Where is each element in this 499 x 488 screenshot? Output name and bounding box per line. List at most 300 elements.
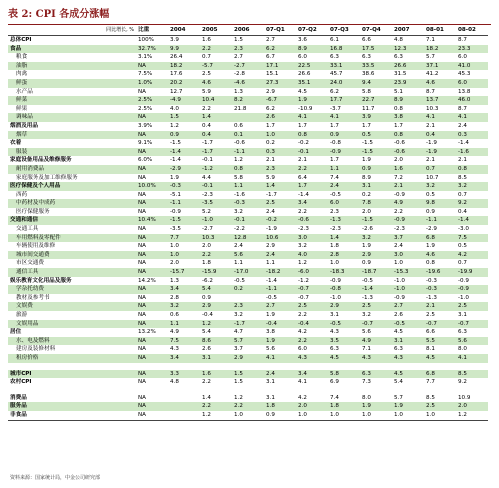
table-cell: 3.9% [138, 122, 153, 129]
table-cell: 2.0 [202, 243, 211, 250]
table-cell: -1.4 [266, 277, 277, 284]
table-cell: 2.6 [202, 346, 211, 353]
table-cell: 7.5% [138, 71, 153, 78]
table-cell: 2.9 [200, 302, 232, 311]
row-label: 鲜菜 [8, 96, 136, 105]
table-cell: 0.4 [424, 131, 456, 140]
table-cell: -0.9 [458, 277, 469, 284]
table-cell: 1.5 [234, 379, 243, 386]
table-cell: 3.9 [360, 113, 392, 122]
row-label: 非食品 [8, 411, 136, 420]
table-cell: 4.6 [424, 251, 456, 260]
row-label: 交通和通信 [8, 216, 136, 225]
table-cell: 2.4 [394, 243, 403, 250]
table-cell [392, 387, 424, 394]
table-cell: 1.0 [232, 411, 264, 420]
column-header: 2004 [168, 26, 200, 36]
table-cell: 5.5 [424, 337, 456, 346]
table-cell: 8.7 [426, 88, 435, 95]
table-cell: NA [136, 411, 168, 420]
table-cell: -1.4 [298, 191, 309, 198]
table-cell: 0.6 [234, 122, 243, 129]
table-row [8, 62, 488, 71]
table-cell: 8.6 [200, 337, 232, 346]
table-cell: -2.7 [202, 226, 213, 233]
table-cell: 10.6 [264, 234, 296, 243]
table-cell [360, 363, 392, 370]
table-cell: 1.8 [202, 260, 211, 267]
table-cell: -0.9 [394, 294, 405, 301]
table-cell: -2.6 [362, 226, 373, 233]
table-cell [232, 113, 264, 122]
table-cell: 0.9 [328, 131, 360, 140]
column-header: 2007 [392, 26, 424, 36]
table-cell: NA [136, 148, 168, 157]
table-cell: 7.4 [330, 174, 339, 181]
row-label [8, 387, 136, 394]
table-cell: 1.7 [266, 122, 275, 129]
table-cell: 2.2 [202, 379, 211, 386]
table-cell: 2.3 [330, 208, 339, 215]
table-cell: 6.0 [328, 199, 360, 208]
table-cell: NA [136, 370, 168, 379]
table-cell: 0.9 [362, 260, 371, 267]
table-cell: NA [138, 346, 147, 353]
table-row [8, 394, 488, 403]
table-cell: -3.5 [170, 226, 181, 233]
table-row [8, 139, 488, 148]
table-cell: -1.1 [232, 148, 264, 157]
row-label: 消费品 [10, 394, 27, 401]
table-cell [296, 363, 328, 370]
table-cell: NA [138, 208, 147, 215]
table-cell: 1.4 [328, 234, 360, 243]
table-cell: -1.6 [234, 191, 245, 198]
table-cell: 35.1 [296, 79, 328, 88]
row-label: 文娱用品 [8, 320, 136, 329]
table-cell: 3.2 [362, 312, 371, 318]
table-cell: 3.2 [424, 182, 456, 191]
table-cell: 46.0 [456, 96, 488, 105]
table-row [8, 251, 488, 260]
table-cell: NA [136, 354, 168, 363]
table-cell: 2.9 [360, 251, 392, 260]
table-cell: 16.8 [328, 45, 360, 54]
table-cell: -0.1 [296, 148, 328, 157]
table-row [8, 320, 488, 329]
table-cell [136, 387, 168, 394]
row-label: 油脂 [8, 62, 136, 71]
table-cell: 0.5 [360, 131, 392, 140]
table-cell: -0.3 [232, 199, 264, 208]
row-label: 调味品 [8, 113, 136, 122]
table-cell: -0.1 [200, 182, 232, 191]
table-cell: 4.1 [296, 113, 328, 122]
table-cell: 1.3 [234, 88, 243, 95]
table-cell: -2.3 [394, 226, 405, 233]
table-cell: -0.5 [362, 277, 373, 284]
row-label: 文娱费 [8, 302, 136, 311]
table-cell: 2.3 [264, 165, 296, 174]
table-body [8, 36, 488, 421]
table-cell: 4.4 [202, 174, 211, 181]
table-cell: 5.7 [394, 394, 403, 401]
table-cell: 1.3 [170, 277, 179, 284]
table-cell: 4.3 [330, 329, 339, 336]
table-cell: -1.3 [328, 216, 360, 225]
table-cell: 3.2 [234, 312, 243, 318]
table-cell: 4.8 [170, 379, 179, 386]
table-cell: 2.1 [392, 182, 424, 191]
table-cell: 5.4 [394, 379, 403, 386]
table-cell: 1.7 [298, 122, 307, 129]
table-cell: 5.1 [394, 88, 403, 95]
table-cell: 0.7 [458, 191, 467, 198]
cpi-components-table [8, 26, 488, 421]
table-cell: 45.3 [458, 71, 471, 78]
table-cell: 2.2 [200, 402, 232, 411]
table-cell: -1.5 [360, 148, 392, 157]
table-cell: -0.6 [394, 140, 405, 147]
table-cell: 26.6 [298, 71, 311, 78]
table-cell: 24.0 [328, 79, 360, 88]
table-cell: 2.1 [266, 157, 275, 164]
table-cell: 9.8 [424, 199, 456, 208]
table-cell: 4.6 [200, 79, 232, 88]
column-header: 08-01 [424, 26, 456, 36]
table-cell: -1.9 [266, 226, 277, 233]
table-cell: 4.3 [360, 354, 392, 363]
table-row [8, 337, 488, 346]
table-cell: 3.9 [170, 37, 179, 43]
column-header: 08-02 [456, 26, 488, 36]
table-cell: 1.5 [168, 113, 200, 122]
table-cell: -1.5 [360, 216, 392, 225]
row-label: 服装 [8, 148, 136, 157]
table-cell: 1.4 [200, 113, 232, 122]
table-cell [136, 363, 168, 370]
table-cell: 14.2% [138, 277, 156, 284]
table-cell: NA [138, 226, 147, 233]
table-cell: 6.8 [424, 370, 456, 379]
table-cell: 4.3 [392, 354, 424, 363]
table-cell: 0.2 [232, 285, 264, 294]
row-label: 粮食 [16, 54, 28, 61]
table-cell [296, 387, 328, 394]
table-cell: -19.9 [456, 268, 488, 277]
table-row [8, 131, 488, 140]
table-cell [456, 387, 488, 394]
table-cell: -0.2 [298, 140, 309, 147]
table-cell: 3.1 [458, 312, 467, 318]
table-cell: -6.2 [202, 277, 213, 284]
table-cell: 1.8 [328, 402, 360, 411]
table-cell: 2.2 [296, 165, 328, 174]
table-cell: -0.9 [330, 277, 341, 284]
table-cell: 3.4 [296, 370, 328, 379]
table-cell: -1.1 [424, 216, 456, 225]
table-cell: 2.9 [232, 354, 264, 363]
table-cell: 9.9 [168, 45, 200, 54]
table-cell: 7.4 [330, 394, 339, 401]
table-cell: 37.1 [424, 62, 456, 71]
table-cell: 2.4 [264, 370, 296, 379]
table-cell: 1.9 [266, 312, 275, 318]
table-cell: 2.5 [264, 199, 296, 208]
table-cell: -3.0 [458, 226, 469, 233]
table-cell: -1.1 [168, 199, 200, 208]
table-cell: 6.2 [264, 45, 296, 54]
table-cell: -0.6 [296, 216, 328, 225]
table-cell: 6.1 [330, 37, 339, 43]
table-cell: -1.0 [394, 277, 405, 284]
row-label: 中药材及中成药 [8, 199, 136, 208]
table-cell: 0.9 [264, 411, 296, 420]
table-row [8, 148, 488, 157]
table-cell: 27.3 [264, 79, 296, 88]
table-cell: -1.4 [170, 157, 181, 164]
table-cell: NA [138, 191, 147, 198]
table-cell: 23.9 [392, 79, 424, 88]
row-label: 旅游 [16, 312, 28, 318]
table-cell: 2.7 [264, 302, 296, 311]
table-cell: 4.2 [456, 251, 488, 260]
table-cell: 6.3 [458, 329, 467, 336]
table-cell: 6.0 [458, 54, 467, 61]
table-cell: 0.2 [266, 140, 275, 147]
table-cell: 2.9 [328, 302, 360, 311]
table-cell: 10.3 [200, 234, 232, 243]
table-cell: 0.5 [458, 243, 467, 250]
row-label: 市区交通费 [16, 260, 44, 267]
row-label: 通信工具 [8, 268, 136, 277]
table-cell: 3.8 [392, 113, 424, 122]
table-cell: 0.1 [232, 131, 264, 140]
table-cell: -0.1 [202, 157, 213, 164]
table-cell: -1.4 [458, 140, 469, 147]
column-header: 2005 [200, 26, 232, 36]
table-cell: 1.9 [360, 402, 392, 411]
table-row [8, 174, 488, 183]
table-cell: NA [138, 294, 147, 301]
table-cell: 26.6 [392, 62, 424, 71]
table-cell: 8.5 [456, 370, 488, 379]
table-cell: 1.9 [392, 402, 424, 411]
table-cell: 8.5 [426, 394, 435, 401]
table-cell: NA [136, 62, 168, 71]
table-cell: -1.6 [456, 148, 488, 157]
table-cell: 3.0 [296, 234, 328, 243]
table-cell [168, 402, 200, 411]
table-cell: 1.0 [168, 251, 200, 260]
row-label: 建房及装修材料 [16, 346, 56, 353]
table-cell: 1.9 [362, 157, 371, 164]
table-cell [200, 387, 232, 394]
table-row [8, 88, 488, 97]
table-cell: -0.7 [456, 320, 488, 329]
table-cell: 1.0 [170, 243, 179, 250]
table-cell: 5.6 [266, 346, 275, 353]
table-cell: 0.7 [202, 54, 211, 61]
table-cell: 3.8 [266, 329, 275, 336]
table-cell: 3.3 [168, 370, 200, 379]
table-cell: 1.1 [328, 165, 360, 174]
table-cell: 2.5 [424, 402, 456, 411]
table-cell [264, 387, 296, 394]
table-cell: 1.0 [392, 411, 424, 420]
table-cell: -1.7 [232, 320, 264, 329]
table-cell: NA [138, 312, 147, 318]
table-cell: -0.5 [330, 191, 341, 198]
table-cell: 4.9 [170, 329, 179, 336]
table-cell: -2.8 [234, 71, 245, 78]
column-header: 07-Q1 [264, 26, 296, 36]
table-cell: 1.0 [328, 411, 360, 420]
table-cell: 2.2 [298, 312, 307, 318]
table-cell: 6.0 [298, 346, 307, 353]
table-cell: -6.7 [264, 96, 296, 105]
table-cell: 0.3 [456, 131, 488, 140]
table-cell: 2.0 [394, 157, 403, 164]
table-cell: 2.2 [296, 337, 328, 346]
table-row [8, 96, 488, 105]
table-cell: 2.2 [232, 402, 264, 411]
table-cell: -3.5 [200, 199, 232, 208]
table-cell: 23.3 [456, 45, 488, 54]
table-cell: 2.4 [234, 243, 243, 250]
table-cell: 4.5 [394, 329, 403, 336]
table-cell: 4.1 [298, 379, 307, 386]
row-label: 车用燃料及零配件 [8, 234, 136, 243]
table-cell: 20.2 [168, 79, 200, 88]
table-row [8, 345, 488, 354]
table-cell: -1.9 [426, 140, 437, 147]
table-cell: 5.9 [266, 174, 275, 181]
table-cell: -1.3 [362, 294, 373, 301]
table-cell: 1.1 [266, 260, 275, 267]
table-cell: -0.2 [264, 216, 296, 225]
table-cell: 3.4 [168, 285, 200, 294]
unit-header: 同比增长, % [8, 26, 136, 36]
table-cell: 1.6 [202, 37, 211, 43]
table-cell: 4.2 [298, 394, 307, 401]
table-cell: 4.1 [264, 354, 296, 363]
table-cell: 0.9 [426, 208, 435, 215]
table-cell: 1.2 [234, 157, 243, 164]
table-cell: 1.2 [170, 122, 179, 129]
table-cell: 3.4 [168, 354, 200, 363]
table-cell [328, 363, 360, 370]
row-label: 总体CPI [10, 37, 32, 43]
row-label: 烟酒及用品 [10, 122, 38, 129]
table-cell: -2.9 [168, 165, 200, 174]
table-cell: 1.4 [202, 394, 211, 401]
table-cell: 2.4 [328, 182, 360, 191]
row-label: 医疗保健服务 [16, 208, 50, 215]
table-cell: 2.0 [362, 208, 371, 215]
row-label: 农村CPI [10, 379, 32, 386]
table-cell: 9.1% [138, 140, 153, 147]
table-cell: 4.0 [170, 105, 179, 112]
table-cell: -2.2 [234, 226, 245, 233]
table-cell: 1.8 [264, 402, 296, 411]
table-row [8, 268, 488, 277]
table-cell: 2.2 [200, 45, 232, 54]
table-cell: 2.3 [232, 45, 264, 54]
table-cell: 2.4 [458, 122, 467, 129]
table-cell: 1.7 [330, 122, 339, 129]
table-row [8, 36, 488, 45]
table-cell: -0.5 [234, 277, 245, 284]
table-cell: 6.0% [138, 157, 153, 164]
table-row [8, 79, 488, 88]
table-cell: 5.8 [328, 370, 360, 379]
table-cell [392, 363, 424, 370]
table-row [8, 122, 488, 131]
table-cell: 0.4 [200, 131, 232, 140]
table-cell: 8.0 [458, 346, 467, 353]
table-cell: 3.1 [392, 337, 424, 346]
table-cell [232, 363, 264, 370]
table-cell: -1.5 [170, 140, 181, 147]
table-cell: -0.5 [328, 320, 360, 329]
row-label: 烟草 [8, 131, 136, 140]
table-cell: -1.4 [168, 148, 200, 157]
table-cell: 0.4 [202, 122, 211, 129]
table-cell: 6.3 [330, 346, 339, 353]
table-row [8, 165, 488, 174]
table-row [8, 302, 488, 311]
row-label: 教材及参考书 [16, 294, 50, 301]
table-cell: 4.1 [424, 113, 456, 122]
table-cell: -2.3 [330, 226, 341, 233]
table-cell: 7.8 [360, 199, 392, 208]
table-row [8, 311, 488, 320]
table-cell: 3.1 [330, 312, 339, 318]
table-row [8, 225, 488, 234]
table-cell: 1.0 [296, 411, 328, 420]
table-cell: 1.1 [168, 320, 200, 329]
table-row [8, 113, 488, 122]
table-cell: 10.3 [426, 105, 439, 112]
table-cell: 0.6 [170, 312, 179, 318]
table-cell: 10.0% [136, 182, 168, 191]
table-cell: 6.9 [330, 379, 339, 386]
table-cell: 3.1 [360, 182, 392, 191]
table-cell: 22.7 [360, 96, 392, 105]
table-cell: NA [136, 165, 168, 174]
table-cell: -15.3 [392, 268, 424, 277]
table-cell: 2.1 [426, 157, 435, 164]
table-cell: 2.1 [426, 122, 435, 129]
table-cell: 4.6 [424, 79, 456, 88]
table-cell: 3.7 [234, 346, 243, 353]
table-cell: 3.0 [392, 251, 424, 260]
table-cell: 4.1 [456, 354, 488, 363]
table-cell: 1.7 [362, 122, 371, 129]
table-cell: 10.4% [136, 216, 168, 225]
table-row [8, 208, 488, 217]
table-cell: 2.8 [170, 294, 179, 301]
table-cell [232, 387, 264, 394]
table-cell: 32.7% [136, 45, 168, 54]
table-cell: 7.1 [362, 346, 371, 353]
table-cell [264, 363, 296, 370]
table-cell: 6.2 [266, 105, 275, 112]
row-label: 水产品 [16, 88, 33, 95]
table-cell: -2.3 [298, 226, 309, 233]
table-cell: 1.1 [234, 260, 243, 267]
